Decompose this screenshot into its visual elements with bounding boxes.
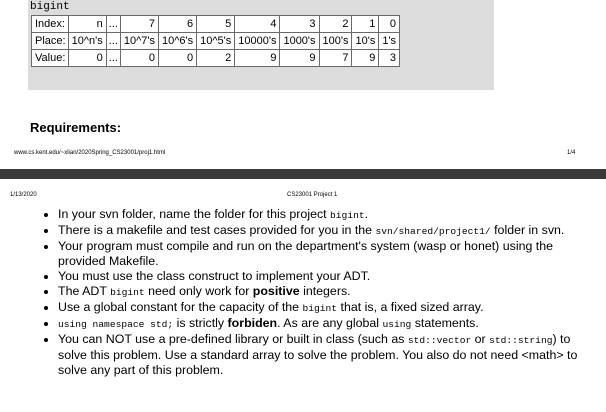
code-text: std::string — [489, 335, 553, 346]
table-row — [32, 33, 400, 50]
table-cell: 1000's — [280, 33, 319, 50]
table-cell: 9 — [352, 50, 379, 67]
table-cell: 0 — [159, 50, 197, 67]
table-cell: 0 — [379, 16, 400, 33]
table-cell: 9 — [280, 50, 319, 67]
text-span: The ADT — [58, 284, 111, 298]
text-span: You can NOT use a pre-defined library or built in class (such as — [58, 332, 408, 346]
code-text: std::vector — [407, 335, 472, 346]
table-cell: 3 — [379, 50, 400, 67]
text-span: . — [364, 207, 369, 221]
code-text: using — [382, 319, 412, 330]
header-date: 1/13/2020 — [10, 192, 37, 198]
row-header: Index: — [32, 16, 69, 33]
code-text: bigint — [330, 210, 365, 221]
table-cell: 0 — [120, 50, 158, 67]
text-span: There is a makefile and test cases provided for you in the — [58, 223, 376, 237]
list-item — [58, 223, 598, 239]
table-cell: ... — [106, 50, 120, 67]
text-span: You must use the class construct to implement your ADT. — [58, 269, 371, 283]
text-span: Your program must compile and run on the department's system (wasp or honet) using the provided Makefile. — [58, 239, 554, 268]
text-span: ) to solve this problem. Use a standard array to solve the problem. You also do not need <math> to solve any part of this problem. — [58, 332, 578, 377]
table-cell: 0 — [68, 50, 106, 67]
table-caption: bigint — [30, 1, 70, 13]
row-header: Place: — [32, 33, 69, 50]
table-cell: 100's — [319, 33, 352, 50]
text-span: that is, a fixed sized array. — [337, 300, 484, 314]
code-text: using namespace std; — [58, 319, 174, 330]
table-cell: 3 — [280, 16, 319, 33]
text-span: statements. — [411, 316, 479, 330]
table-row — [32, 16, 400, 33]
table-cell: 10000's — [235, 33, 280, 50]
table-cell: 2 — [197, 50, 235, 67]
table-cell: 10^7's — [120, 33, 158, 50]
list-item — [58, 300, 598, 316]
table-cell: 9 — [235, 50, 280, 67]
table-cell: 4 — [235, 16, 280, 33]
table-cell: 5 — [197, 16, 235, 33]
table-cell: 6 — [159, 16, 197, 33]
table-cell: 10^5's — [197, 33, 235, 50]
table-cell: 1's — [379, 33, 400, 50]
list-item — [58, 316, 598, 332]
footer-page-number: 1/4 — [567, 150, 576, 156]
text-span: is strictly — [173, 316, 228, 330]
list-item — [58, 207, 598, 223]
table-cell: 10^n's — [68, 33, 106, 50]
table-cell: ... — [106, 33, 120, 50]
text-span: integers. — [299, 284, 351, 298]
page-divider — [0, 169, 606, 179]
bigint-table — [31, 15, 400, 67]
text-span: Use a global constant for the capacity of the — [58, 300, 303, 314]
table-cell: 7 — [319, 50, 352, 67]
text-span: In your svn folder, name the folder for this project — [58, 207, 331, 221]
bold-text: forbiden — [227, 316, 278, 330]
table-cell: ... — [106, 16, 120, 33]
table-cell: 10's — [352, 33, 379, 50]
list-item — [58, 269, 598, 284]
table-row — [32, 50, 400, 67]
requirements-heading: Requirements: — [30, 120, 122, 135]
text-span: folder in svn. — [490, 223, 565, 237]
table-cell: 1 — [352, 16, 379, 33]
table-cell: n — [68, 16, 106, 33]
bold-text: positive — [252, 284, 300, 298]
header-title: CS23001 Project 1 — [287, 192, 338, 198]
table-cell: 7 — [120, 16, 158, 33]
code-text: bigint — [110, 287, 145, 298]
text-span: . As are any global — [277, 316, 383, 330]
list-item — [58, 239, 598, 269]
footer-url: www.cs.kent.edu/~xlian/2020Spring_CS23001/proj1.html — [14, 150, 166, 156]
table-cell: 2 — [319, 16, 352, 33]
list-item — [58, 284, 598, 300]
requirements-list — [44, 207, 598, 378]
code-text: bigint — [302, 303, 338, 314]
text-span: or — [471, 332, 490, 346]
list-item — [58, 332, 598, 378]
text-span: need only work for — [144, 284, 253, 298]
code-text: svn/shared/project1/ — [375, 226, 491, 237]
row-header: Value: — [32, 50, 69, 67]
table-cell: 10^6's — [159, 33, 197, 50]
